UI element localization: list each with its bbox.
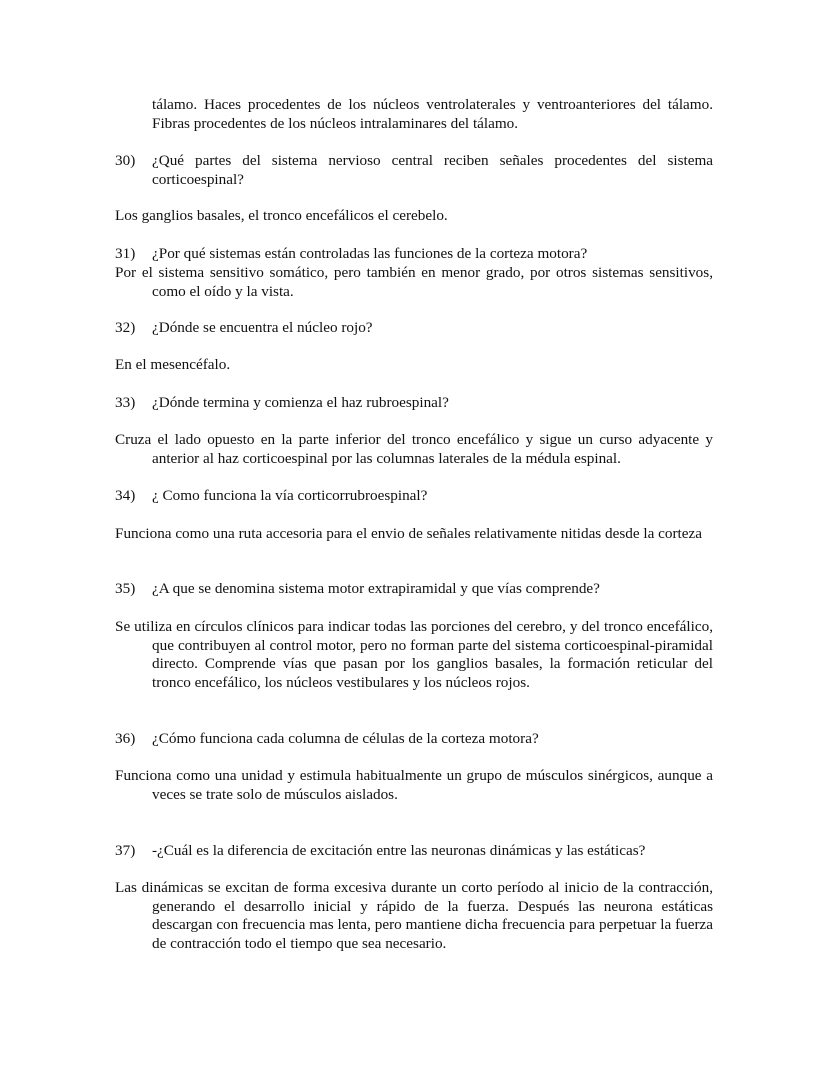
question-number: 37): [115, 842, 136, 859]
question-text: ¿Dónde termina y comienza el haz rubroespinal?: [152, 394, 449, 411]
question-text: ¿Cómo funciona cada columna de células de la corteza motora?: [152, 730, 539, 747]
question-35: [115, 580, 713, 599]
question-34: [115, 487, 713, 506]
question-number: 33): [115, 394, 136, 411]
question-number: 31): [115, 245, 136, 262]
question-text: ¿A que se denomina sistema motor extrapiramidal y que vías comprende?: [152, 580, 600, 597]
question-text: ¿Qué partes del sistema nervioso central reciben señales procedentes del sistema corticoespinal?: [152, 152, 713, 188]
question-number: 32): [115, 319, 136, 336]
answer-33: Cruza el lado opuesto en la parte inferior del tronco encefálico y sigue un curso adyacente y anterior al haz corticoespinal por las columnas laterales de la médula espinal.: [115, 431, 713, 467]
question-text: ¿Por qué sistemas están controladas las funciones de la corteza motora?: [152, 245, 588, 262]
question-33: [115, 394, 713, 413]
continuation-paragraph: tálamo. Haces procedentes de los núcleos ventrolaterales y ventroanteriores del tálamo. Fibras procedentes de los núcleos intralaminares del tálamo.: [152, 96, 713, 132]
question-number: 30): [115, 152, 136, 169]
answer-36: Funciona como una unidad y estimula habitualmente un grupo de músculos sinérgicos, aunque a veces se trate solo de músculos aislados.: [115, 767, 713, 803]
question-36: [115, 730, 713, 749]
answer-32: En el mesencéfalo.: [115, 356, 231, 373]
question-37: [115, 842, 713, 861]
question-31: [115, 245, 713, 264]
question-text: ¿ Como funciona la vía corticorrubroespinal?: [152, 487, 428, 504]
question-text: -¿Cuál es la diferencia de excitación entre las neuronas dinámicas y las estáticas?: [152, 842, 646, 859]
question-32: [115, 319, 713, 338]
answer-37: Las dinámicas se excitan de forma excesiva durante un corto período al inicio de la contracción, generando el desarrollo inicial y rápido de la fuerza. Después las neurona estáticas descargan con frecuencia mas lenta, pero mantiene dicha frecuencia para perpetuar la fuerza de contracción todo el tiempo que sea necesario.: [115, 879, 713, 953]
answer-34: Funciona como una ruta accesoria para el envio de señales relativamente nitidas desde la corteza: [115, 525, 702, 542]
question-30: [115, 152, 713, 189]
answer-30: Los ganglios basales, el tronco encefálicos el cerebelo.: [115, 207, 448, 224]
question-number: 36): [115, 730, 136, 747]
question-number: 34): [115, 487, 136, 504]
question-text: ¿Dónde se encuentra el núcleo rojo?: [152, 319, 373, 336]
answer-35: Se utiliza en círculos clínicos para indicar todas las porciones del cerebro, y del tronco encefálico, que contribuyen al control motor, pero no forman parte del sistema corticoespinal-piramidal directo. Comprende vías que pasan por los ganglios basales, la formación reticular del tronco encefálico, los núcleos vestibulares y los núcleos rojos.: [115, 618, 713, 692]
answer-31: Por el sistema sensitivo somático, pero también en menor grado, por otros sistemas sensitivos, como el oído y la vista.: [115, 264, 713, 300]
question-number: 35): [115, 580, 136, 597]
